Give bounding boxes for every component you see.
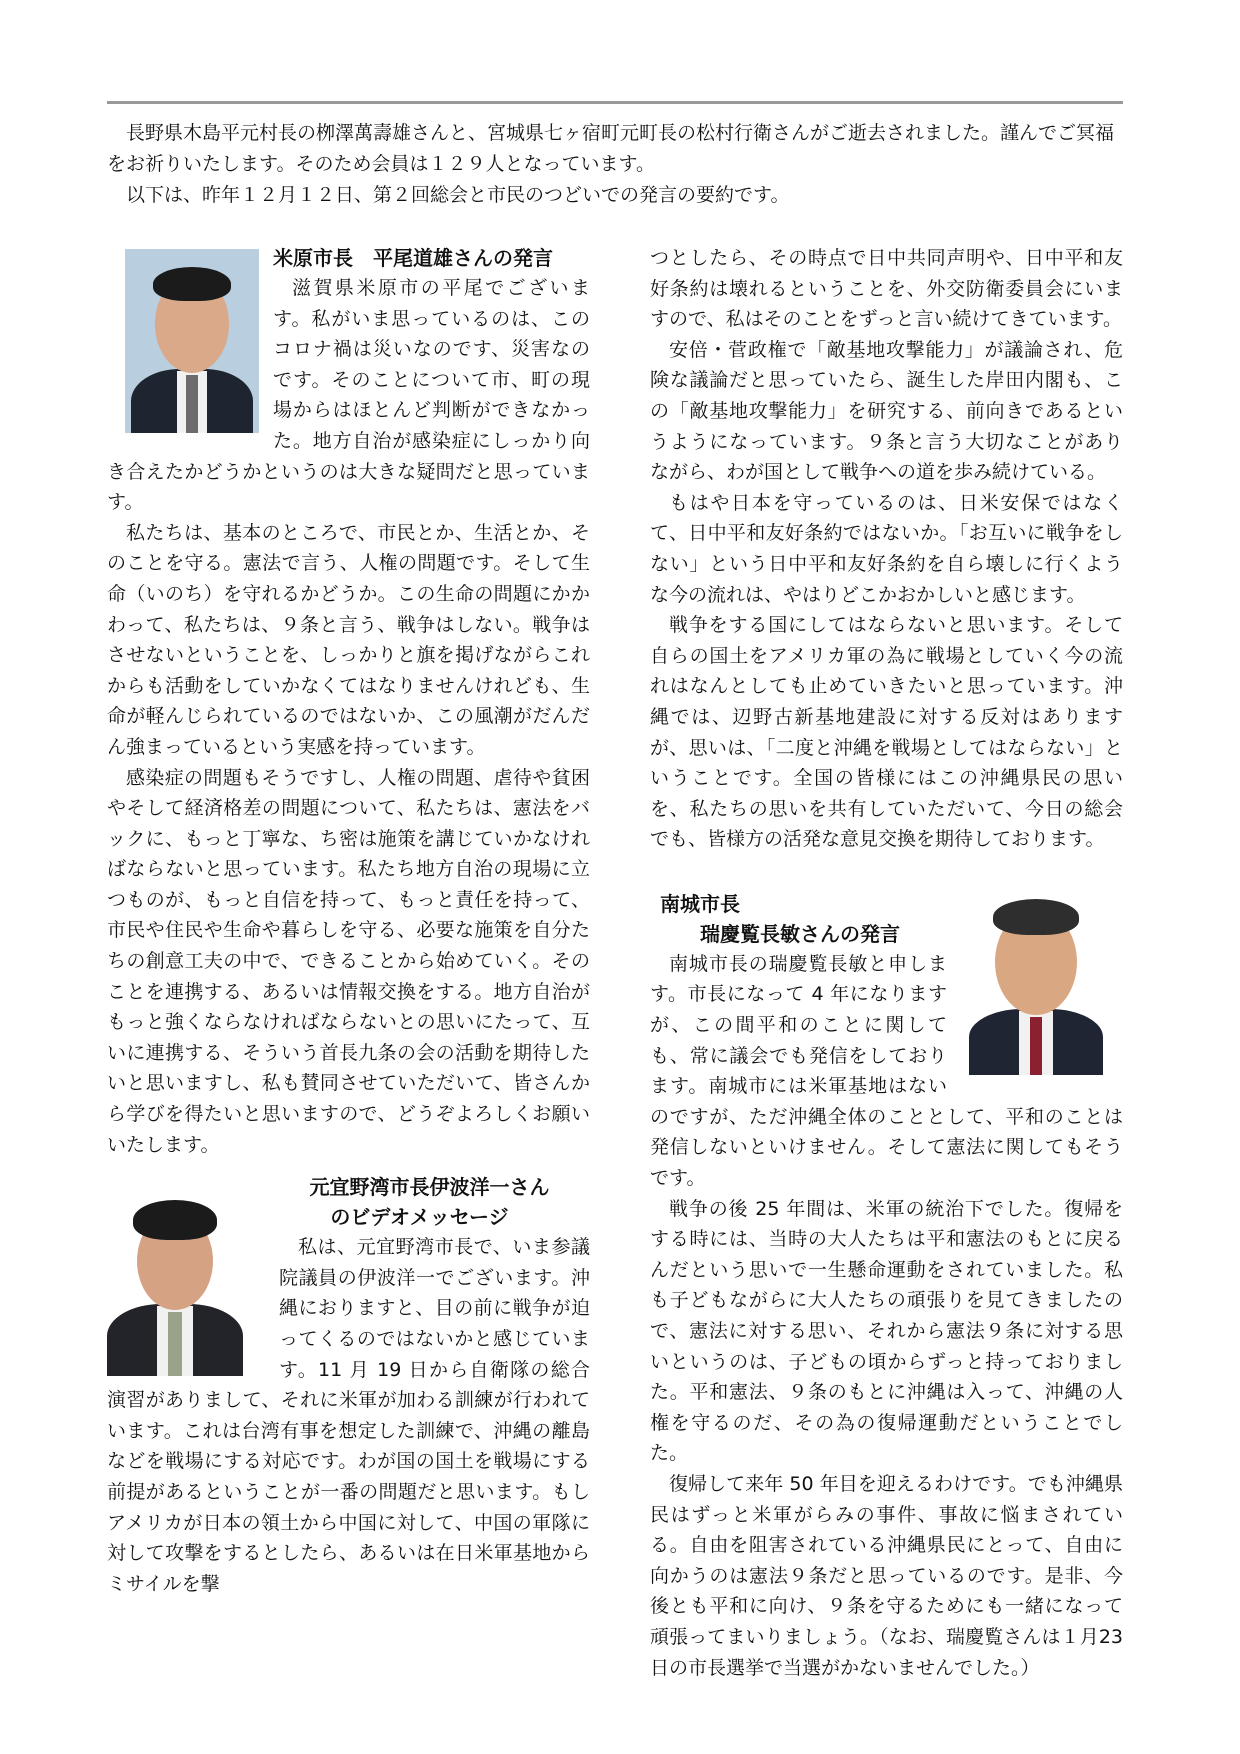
hirao-photo bbox=[125, 249, 259, 433]
speech2-heading-line1: 元宜野湾市長伊波洋一さん bbox=[309, 1175, 550, 1200]
intro-line-1: 長野県木島平元村長の栁澤萬壽雄さんと、宮城県七ヶ宿町元町長の松村行衛さんがご逝去されました。謹んでご冥福をお祈りいたします。そのため会員は１２９人となっています。 bbox=[107, 122, 1115, 175]
speech3-heading-line2: 瑞慶覧長敏さんの発言 bbox=[700, 921, 900, 946]
speech1-p2: 私たちは、基本のところで、市民とか、生活とか、そのことを守る。憲法で言う、人権の問題です。そして生命（いのち）を守れるかどうか。この生命の問題にかかわって、私たちは、９条と言う、戦争はしない。戦争はさせないということを、しっかりと旗を掲げながらこれからも活動をしていかなくてはなりませんけれども、生命が軽んじられているのではないか、この風潮がだんだん強まっているという実感を持っています。 bbox=[107, 521, 590, 758]
speech3-p2: 戦争の後 25 年間は、米軍の統治下でした。復帰をする時には、当時の大人たちは平和憲法のもとに戻るんだという思いで一生懸命運動をされていました。私も子どもながらに大人たちの頑張りを見てきましたので、憲法に対する思い、それから憲法９条に対する思いというのは、子どもの頃からずっと持っておりました。平和憲法、９条のもとに沖縄は入って、沖縄の人権を守るのだ、その為の復帰運動だということでした。 bbox=[650, 1197, 1123, 1465]
speech2-p1: 私は、元宜野湾市長で、いま参議院議員の伊波洋一でございます。沖縄におりますと、目の前に戦争が迫ってくるのではないかと感じています。11 月 19 日から自衛隊の総合演習がありまして、それに米軍が加わる訓練が行われています。これは台湾有事を想定した訓練で、沖縄の離島などを戦場にする対応です。わが国の国土を戦場にする前提があるということが一番の問題だと思います。もしアメリカが日本の領土から中国に対して、中国の軍隊に対して攻撃をするとしたら、あるいは在日米軍基地からミサイルを撃 bbox=[107, 1236, 590, 1595]
speech2-continued: つとしたら、その時点で日中共同声明や、日中平和友好条約は壊れるということを、外交防衛委員会にいますので、私はそのことをずっと言い続けてきています。 bbox=[650, 247, 1123, 331]
speech1-heading: 米原市長 平尾道雄さんの発言 bbox=[273, 246, 553, 270]
iha-photo bbox=[105, 1176, 245, 1376]
speech2-p2: 安倍・菅政権で「敵基地攻撃能力」が議論され、危険な議論だと思っていたら、誕生した岸田内閣も、この「敵基地攻撃能力」を研究する、前向きであるというようになっています。９条と言う大切なことがありながら、わが国として戦争への道を歩み続けている。 bbox=[650, 338, 1123, 484]
speech3-heading-line1: 南城市長 bbox=[660, 891, 740, 916]
left-column bbox=[107, 243, 590, 1713]
speech2-p4: 戦争をする国にしてはならないと思います。そして自らの国土をアメリカ軍の為に戦場としていく今の流れはなんとしても止めていきたいと思っています。沖縄では、辺野古新基地建設に対する反対はありますが、思いは、「二度と沖縄を戦場としてはならない」ということです。全国の皆様にはこの沖縄県民の思いを、私たちの思いを共有していただいて、今日の総会でも、皆様方の活発な意見交換を期待しております。 bbox=[650, 614, 1123, 851]
top-rule bbox=[107, 101, 1123, 104]
speech3-p1: 南城市長の瑞慶覧長敏と申します。市長になって 4 年になりますが、この間平和のことに関しても、常に議会でも発信をしております。南城市には米軍基地はないのですが、ただ沖縄全体のこととして、平和のことは発信しないといけません。そして憲法に関してもそうです。 bbox=[650, 952, 1123, 1190]
speech2-heading-line2: のビデオメッセージ bbox=[330, 1205, 509, 1230]
speech3-p3: 復帰して来年 50 年目を迎えるわけです。でも沖縄県民はずっと米軍がらみの事件、事故に悩まされている。自由を阻害されている沖縄県民にとって、自由に向かうのは憲法９条だと思っているのです。是非、今後とも平和に向け、９条を守るためにも一緒になって頑張ってまいりましょう。（なお、瑞慶覧さんは１月23 日の市長選挙で当選がかないませんでした。） bbox=[650, 1472, 1123, 1679]
intro bbox=[107, 118, 1123, 211]
speech1-p3: 感染症の問題もそうですし、人権の問題、虐待や貧困やそして経済格差の問題について、私たちは、憲法をバックに、もっと丁寧な、ち密は施策を講じていかなければならないと思っています。私たち地方自治の現場に立つものが、もっと自信を持って、もっと責任を持って、市民や住民や生命や暮らしを守る、必要な施策を自分たちの創意工夫の中で、できることから始めていく。そのことを連携する、あるいは情報交換をする。地方自治がもっと強くならなければならないとの思いにたって、互いに連携する、そういう首長九条の会の活動を期待したいと思いますし、私も賛同させていただいて、皆さんから学びを得たいと思いますので、どうぞよろしくお願いいたします。 bbox=[107, 766, 590, 1156]
intro-line-2: 以下は、昨年１２月１２日、第２回総会と市民のつどいでの発言の要約です。 bbox=[126, 184, 790, 206]
right-column bbox=[650, 243, 1123, 1713]
speech2-p3: もはや日本を守っているのは、日米安保ではなくて、日中平和友好条約ではないか。「お互いに戦争をしない」という日中平和友好条約を自ら壊しに行くような今の流れは、やはりどこかおかしいと感じます。 bbox=[650, 491, 1123, 606]
zukeran-photo bbox=[967, 889, 1105, 1075]
speech1-p1: 滋賀県米原市の平尾でございます。私がいま思っているのは、このコロナ禍は災いなのです、災害なのです。そのことについて市、町の現場からはほとんど判断ができなかった。地方自治が感染症にしっかり向き合えたかどうかというのは大きな疑問だと思っています。 bbox=[107, 277, 590, 514]
